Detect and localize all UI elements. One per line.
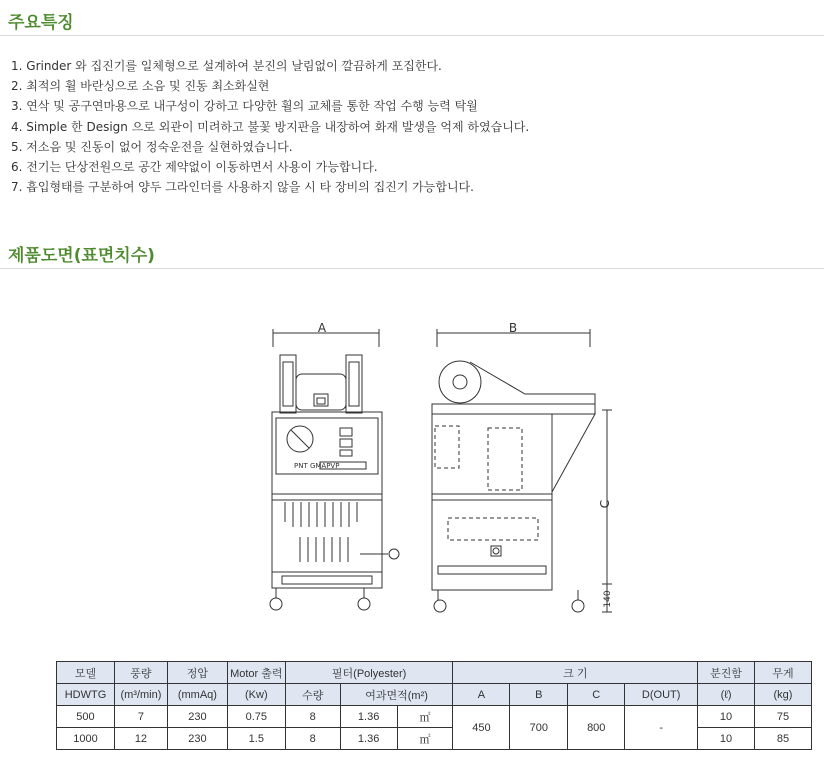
subheader-airflow-unit: (m³/min) [114,684,167,706]
dim-label-140: 140 [603,590,613,608]
subheader-motor-unit: (Kw) [227,684,285,706]
header-filter: 필터(Polyester) [285,662,453,684]
subheader-weight-unit: (kg) [755,684,812,706]
feature-item-3: 3. 연삭 및 공구연마용으로 내구성이 강하고 다양한 휠의 교체를 통한 작업 수행 능력 탁월 [11,99,478,114]
subheader-c: C [568,684,625,706]
feature-item-7: 7. 흡입형태를 구분하여 양두 그라인더를 사용하지 않을 시 타 장비의 집진기 가능합니다. [11,180,474,195]
product-drawing [260,322,630,622]
cell-airflow: 7 [114,706,167,728]
subheader-pressure-unit: (mmAq) [167,684,227,706]
subheader-area: 여과면적(m²) [340,684,453,706]
cell-size-d: - [625,706,698,750]
dim-label-c: C [598,499,612,509]
cell-pressure: 230 [167,706,227,728]
table-subheader-row [57,684,812,706]
subheader-d: D(OUT) [625,684,698,706]
cell-dust-box: 10 [698,706,755,728]
cell-qty: 8 [285,706,340,728]
cell-weight: 85 [755,728,812,750]
cell-size-b: 700 [510,706,568,750]
dim-label-a: A [317,322,327,335]
cell-area-unit: ㎡ [397,706,453,728]
cell-area: 1.36 [340,728,397,750]
drawing-title: 제품도면(표면치수) [8,246,155,266]
cell-model: 500 [57,706,115,728]
feature-item-4: 4. Simple 한 Design 으로 외관이 미려하고 불꽃 방지판을 내장하여 화재 발생을 억제 하였습니다. [11,119,530,134]
subheader-a: A [453,684,510,706]
feature-item-6: 6. 전기는 단상전원으로 공간 제약없이 이동하면서 사용이 가능합니다. [11,160,378,175]
drawing-divider [0,268,824,269]
table-row [57,728,812,750]
subheader-model: HDWTG [57,684,115,706]
panel-label: PNT GMAPVP [294,462,340,470]
cell-weight: 75 [755,706,812,728]
features-divider [0,35,824,36]
table-header-row [57,662,812,684]
table-row [57,706,812,728]
cell-area: 1.36 [340,706,397,728]
features-title: 주요특징 [8,13,74,33]
feature-item-1: 1. Grinder 와 집진기를 일체형으로 설계하여 분진의 날림없이 깔끔하게 포집한다. [11,59,442,73]
header-airflow: 풍량 [114,662,167,684]
cell-size-c: 800 [568,706,625,750]
feature-item-2: 2. 최적의 휠 바란싱으로 소음 및 진동 최소화실현 [11,79,270,94]
header-size: 크 기 [453,662,698,684]
cell-dust-box: 10 [698,728,755,750]
header-weight: 무게 [755,662,812,684]
spec-table [56,661,812,750]
cell-qty: 8 [285,728,340,750]
subheader-qty: 수량 [285,684,340,706]
header-motor: Motor 출력 [227,662,285,684]
cell-size-a: 450 [453,706,510,750]
cell-motor: 0.75 [227,706,285,728]
subheader-dust-box-unit: (ℓ) [698,684,755,706]
cell-motor: 1.5 [227,728,285,750]
subheader-b: B [510,684,568,706]
header-dust-box: 분진함 [698,662,755,684]
header-pressure: 정압 [167,662,227,684]
feature-item-5: 5. 저소음 및 진동이 없어 정숙운전을 실현하였습니다. [11,139,293,154]
cell-airflow: 12 [114,728,167,750]
cell-model: 1000 [57,728,115,750]
cell-area-unit: ㎡ [397,728,453,750]
header-model: 모델 [57,662,115,684]
dim-label-b: B [508,322,518,335]
feature-list [11,56,529,197]
cell-pressure: 230 [167,728,227,750]
